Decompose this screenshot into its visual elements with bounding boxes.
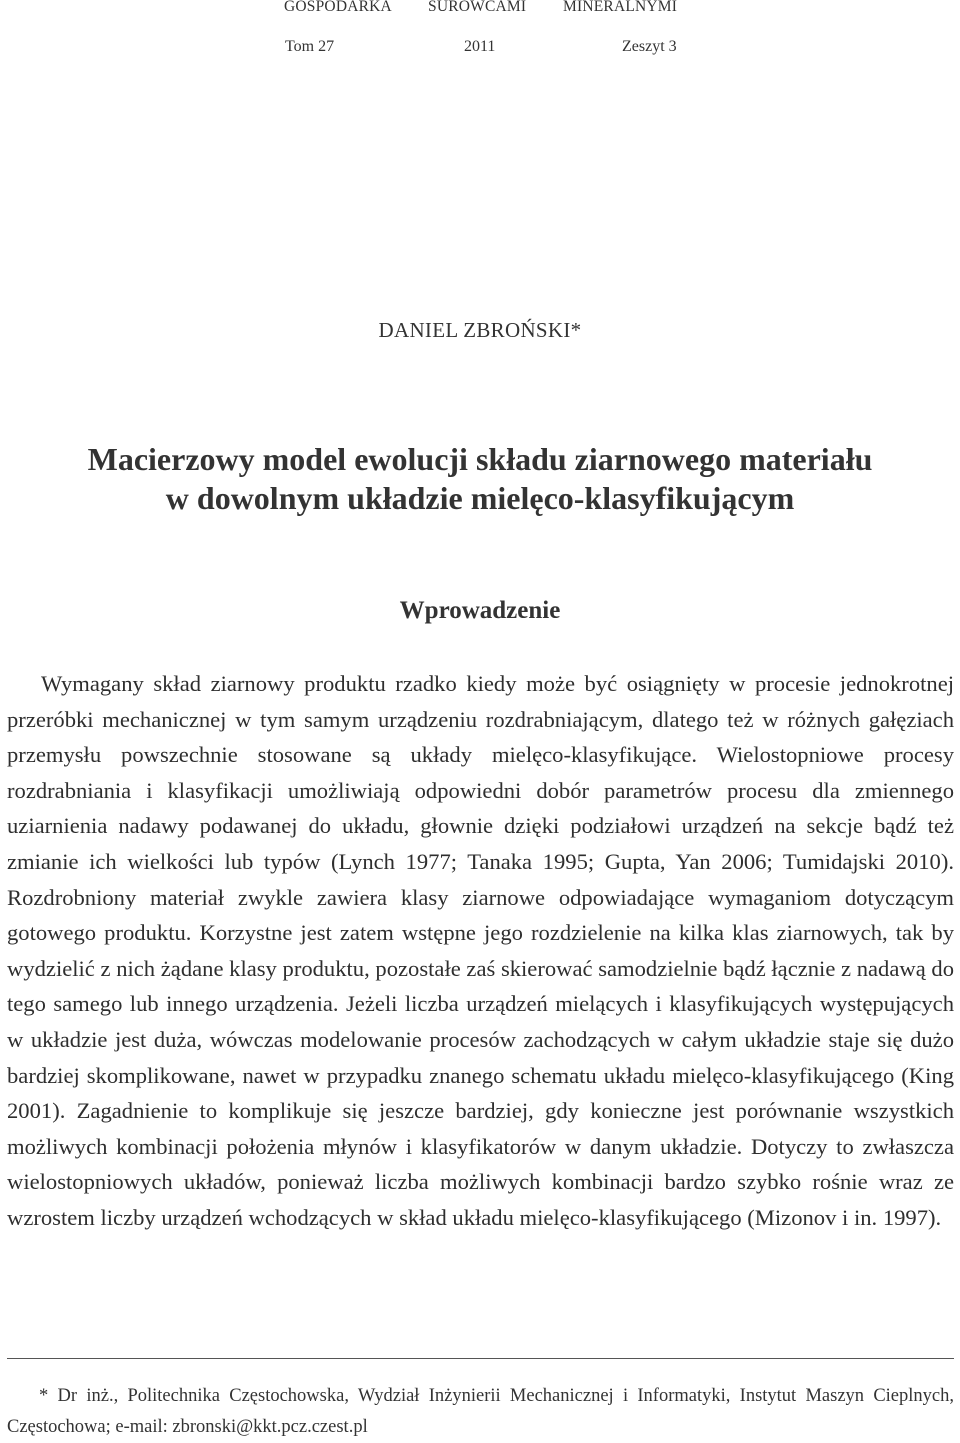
volume-label: Tom 27 <box>285 38 335 55</box>
footnote-divider <box>7 1358 954 1359</box>
journal-name-word: SUROWCAMI <box>428 0 527 15</box>
section-heading: Wprowadzenie <box>399 597 561 624</box>
issue-info <box>0 38 960 60</box>
title-line-2: w dowolnym układzie mielęco-klasyfikującym <box>165 480 795 516</box>
title-line-1: Macierzowy model ewolucji składu ziarnowego materiału <box>87 441 873 477</box>
body-paragraph: Wymagany skład ziarnowy produktu rzadko kiedy może być osiągnięty w procesie jednokrotnej przeróbki mechanicznej w tym samym urządzeniu rozdrabniającym, dlatego też w różnych gałęziach przemysłu powszechnie stosowane są układy mielęco-klasyfikujące. Wielostopniowe procesy rozdrabniania i klasyfikacji umożliwiają odpowiedni dobór parametrów procesu dla zmiennego uziarnienia nadawy podawanej do układu, głownie dzięki podziałowi urządzeń na sekcje bądź też zmianie ich wielkości lub typów (Lynch 1977; Tanaka 1995; Gupta, Yan 2006; Tumidajski 2010). Rozdrobniony materiał zwykle zawiera klasy ziarnowe odpowiadające wymaganiom dotyczącym gotowego produktu. Korzystne jest zatem wstępne jego rozdzielenie na kilka klas ziarnowych, tak by wydzielić z nich żądane klasy produktu, pozostałe zaś skierować samodzielnie bądź łącznie z nadawą do tego samego lub innego urządzenia. Jeżeli liczba urządzeń mielących i klasyfikujących występujących w układzie jest duża, wówczas modelowanie procesów zachodzących w całym układzie staje się dużo bardziej skomplikowane, nawet w przypadku znanego schematu układu mielęco-klasyfikującego (King 2001). Zagadnienie to komplikuje się jeszcze bardziej, gdy konieczne jest porównanie wszystkich możliwych kombinacji położenia młynów i klasyfikatorów w danym układzie. Dotyczy to zwłaszcza wielostopniowych układów, ponieważ liczba możliwych kombinacji bardzo szybko rośnie wraz ze wzrostem liczby urządzeń wchodzących w skład układu mielęco-klasyfikującego (Mizonov i in. 1997). <box>7 671 954 1230</box>
article-title <box>0 440 960 518</box>
year-label: 2011 <box>464 38 496 55</box>
journal-name-word: GOSPODARKA <box>284 0 392 15</box>
author-name: DANIEL ZBROŃSKI* <box>378 318 582 342</box>
journal-name-word: MINERALNYMI <box>563 0 678 15</box>
issue-number-label: Zeszyt 3 <box>622 38 677 55</box>
author-footnote: * Dr inż., Politechnika Częstochowska, Wydział Inżynierii Mechanicznej i Informatyki, Instytut Maszyn Cieplnych, Częstochowa; e-mail: zbronski@kkt.pcz.czest.pl <box>7 1386 954 1437</box>
journal-name <box>0 0 960 20</box>
